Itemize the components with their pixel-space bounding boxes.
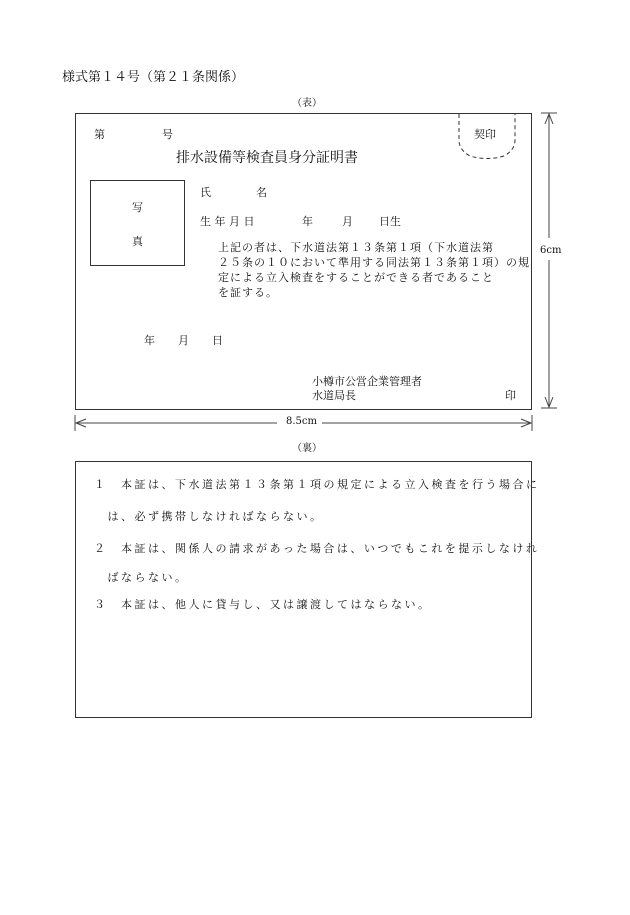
cert-line-1: 上記の者は、下水道法第１３条第１項（下水道法第	[218, 241, 494, 254]
issuer-line-2: 水道局長	[312, 389, 356, 402]
issue-date-nen: 年	[144, 334, 155, 347]
issue-date-hi: 日	[212, 334, 223, 347]
back-label: （裏）	[292, 443, 322, 454]
name-label-2: 名	[256, 186, 267, 199]
cert-line-2: ２５条の１０において準用する同法第１３条第１項）の規	[218, 256, 530, 269]
back-item-2-line-2: ばならない。	[94, 571, 189, 584]
issue-date-tsuki: 月	[178, 334, 189, 347]
photo-char-2: 真	[132, 235, 143, 248]
back-item-1-line-1: １ 本証は、下水道法第１３条第１項の規定による立入検査を行う場合に	[94, 478, 540, 491]
height-label: 6cm	[540, 245, 562, 256]
birth-hisei: 日生	[379, 215, 401, 228]
number-go: 号	[162, 128, 173, 141]
width-label: 8.5cm	[286, 416, 317, 427]
name-label-1: 氏	[200, 186, 211, 199]
height-dimension-arrow	[538, 110, 560, 412]
back-item-3-line-1: ３ 本証は、他人に貸与し、又は譲渡してはならない。	[94, 598, 432, 611]
issuer-seal: 印	[505, 389, 516, 402]
birth-label: 生 年 月 日	[200, 215, 255, 228]
back-item-1-line-2: は、必ず携帯しなければならない。	[94, 510, 324, 523]
seal-label: 契印	[474, 128, 496, 141]
issuer-line-1: 小樽市公営企業管理者	[312, 375, 422, 388]
photo-box	[90, 180, 185, 266]
back-item-2-line-1: ２ 本証は、関係人の請求があった場合は、いつでもこれを提示しなけれ	[94, 542, 540, 555]
birth-nen: 年	[302, 215, 313, 228]
cert-line-3: 定による立入検査をすることができる者であること	[218, 271, 494, 284]
back-card	[75, 461, 540, 718]
number-dai: 第	[94, 128, 105, 141]
photo-char-1: 写	[132, 201, 143, 214]
cert-line-4: を証する。	[218, 286, 278, 299]
birth-tsuki: 月	[342, 215, 353, 228]
card-title: 排水設備等検査員身分証明書	[176, 150, 358, 166]
form-title: 様式第１４号（第２１条関係）	[62, 70, 245, 85]
front-label: （表）	[292, 98, 322, 109]
front-card	[75, 113, 532, 410]
